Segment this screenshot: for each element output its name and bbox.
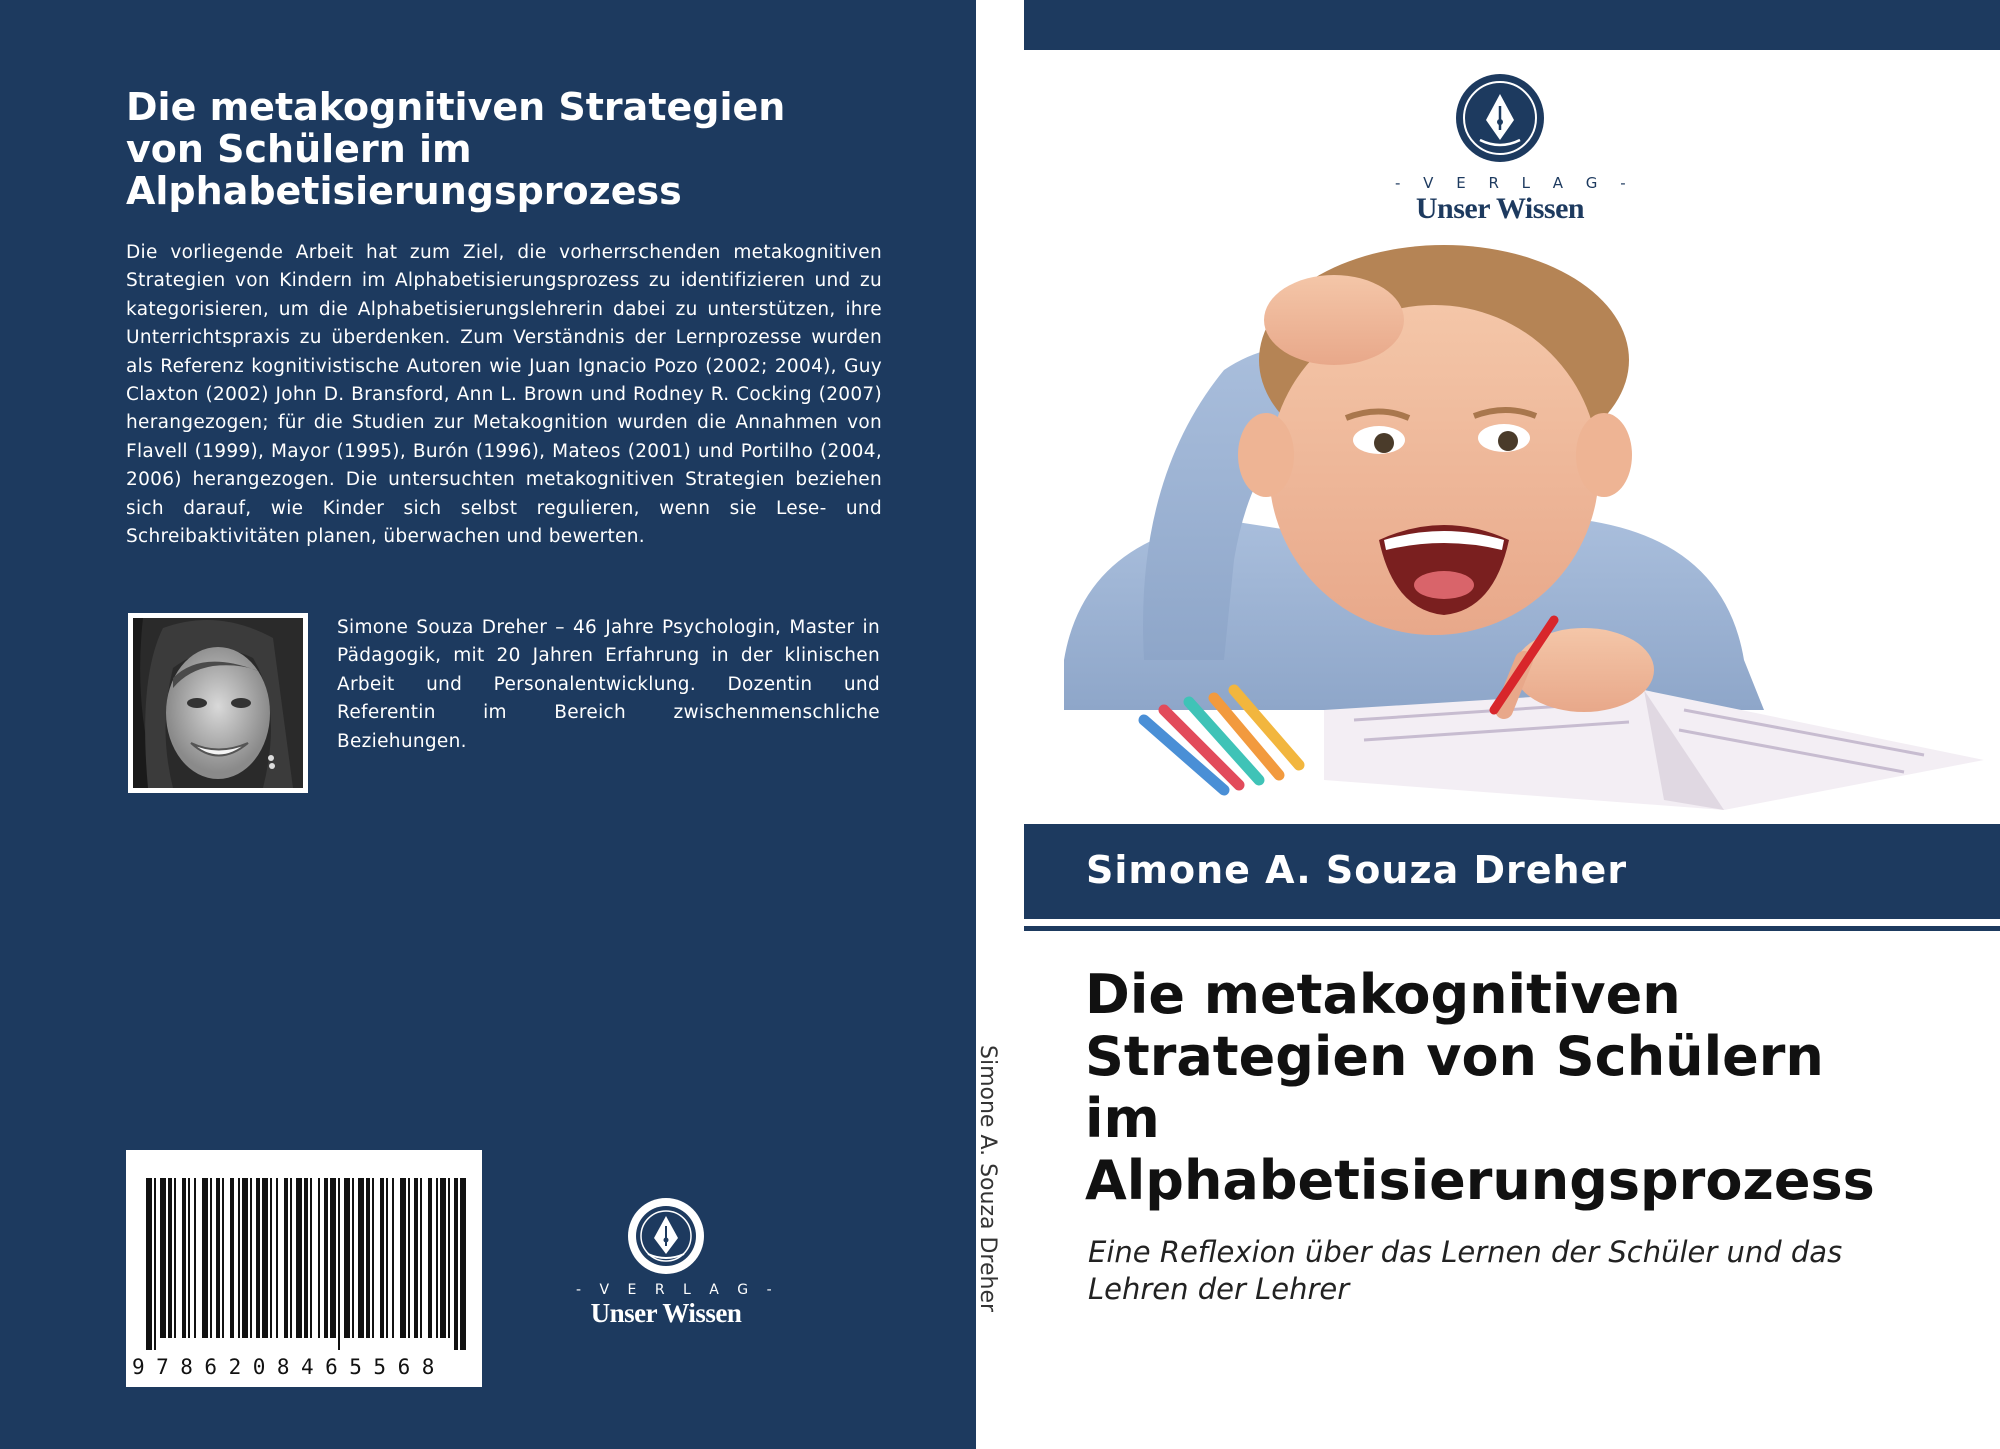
barcode-bar — [262, 1178, 268, 1338]
pen-nib-seal-icon — [626, 1196, 706, 1276]
barcode-bar — [174, 1178, 176, 1338]
barcode-bar — [216, 1178, 220, 1338]
barcode-bar — [386, 1178, 388, 1338]
barcode-bar — [146, 1178, 152, 1350]
front-author-name: Simone A. Souza Dreher — [1086, 848, 1628, 892]
barcode-bar — [160, 1178, 166, 1338]
barcode-bar — [296, 1178, 302, 1338]
barcode-bar — [256, 1178, 260, 1338]
barcode-bar — [284, 1178, 288, 1338]
front-subtitle: Eine Reflexion über das Lernen der Schüler und das Lehren der Lehrer — [1088, 1235, 1843, 1306]
author-bio: Simone Souza Dreher – 46 Jahre Psychologin, Master in Pädagogik, mit 20 Jahren Erfahrung in der klinischen Arbeit und Personalentwicklung. Dozentin und Referentin im Bereich zwischenmenschliche Beziehungen. — [337, 617, 880, 752]
back-title: Die metakognitiven Strategien von Schülern im Alphabetisierungsprozess — [126, 85, 786, 213]
barcode-bar — [230, 1178, 234, 1338]
barcode-bar — [182, 1178, 186, 1338]
barcode-bar — [276, 1178, 278, 1338]
pen-nib-seal-icon — [1454, 72, 1546, 164]
back-abstract: Die vorliegende Arbeit hat zum Ziel, die vorherrschenden metakognitiven Strategien von Kindern im Alphabetisierungsprozess zu identifizieren und zu kategorisieren, um die Alphabetisierungslehrerin dabei zu unterstützen, ihre Unterrichtspraxis zu überdenken. Zum Verständnis der Lernprozesse wurden als Referenz kognitivistische Autoren wie Juan Ignacio Pozo (2002; 2004), Guy Claxton (2002) John D. Bransford, Ann L. Brown und Rodney R. Cocking (2007) herangezogen; für die Studien zur Metakognition wurden die Annahmen von Flavell (1999), Mayor (1995), Burón (1996), Mateos (2001) und Portilho (2004, 2006) herangezogen. Die untersuchten metakognitiven Strategien beziehen sich darauf, wie Kinder sich selbst regulieren, wenn sie Lese- und Schreibaktivitäten planen, überwachen und bewerten. — [126, 242, 882, 548]
barcode-bar — [168, 1178, 172, 1338]
barcode-bars — [126, 1150, 482, 1350]
barcode-bar — [194, 1178, 196, 1338]
barcode-bar — [238, 1178, 240, 1338]
barcode-bar — [358, 1178, 364, 1338]
publisher-name: Unser Wissen — [590, 1298, 742, 1328]
front-publisher-logo — [1395, 72, 1635, 226]
barcode-bar — [330, 1178, 336, 1338]
barcode-bar — [202, 1178, 208, 1338]
front-title: Die metakognitiven Strategien von Schülern im Alphabetisierungsprozess — [1085, 963, 1875, 1212]
barcode-bar — [380, 1178, 384, 1338]
isbn-digits: 9786208465568 — [132, 1355, 446, 1379]
barcode-bar — [250, 1178, 252, 1338]
barcode-bar — [188, 1178, 190, 1338]
back-publisher-logo — [576, 1196, 779, 1329]
boy-reading-illustration — [1024, 240, 2000, 820]
barcode-bar — [352, 1178, 354, 1338]
verlag-label: - V E R L A G - — [1395, 174, 1635, 192]
author-portrait-image — [133, 618, 303, 788]
barcode-bar — [242, 1178, 248, 1338]
spine-author: Simone A. Souza Dreher — [975, 1045, 1000, 1313]
front-top-bar — [1024, 0, 2000, 50]
barcode-bar — [436, 1178, 438, 1338]
barcode-bar — [210, 1178, 212, 1338]
cover-photo-boy-reading — [1024, 240, 2000, 820]
barcode-bar — [414, 1178, 418, 1338]
barcode-bar — [310, 1178, 312, 1338]
divider-rule — [1024, 926, 2000, 931]
barcode-bar — [344, 1178, 350, 1338]
barcode-bar — [420, 1178, 422, 1338]
barcode-bar — [338, 1178, 340, 1350]
barcode-bar — [304, 1178, 308, 1338]
barcode-bar — [440, 1178, 446, 1338]
barcode-bar — [408, 1178, 410, 1338]
barcode-bar — [270, 1178, 272, 1338]
barcode-bar — [400, 1178, 406, 1338]
barcode-bar — [428, 1178, 432, 1338]
barcode-bar — [154, 1178, 156, 1350]
author-photo — [128, 613, 308, 793]
verlag-label: - V E R L A G - — [576, 1282, 779, 1298]
barcode-bar — [366, 1178, 370, 1338]
author-band — [1024, 824, 2000, 919]
isbn-barcode — [126, 1150, 482, 1387]
barcode-bar — [372, 1178, 374, 1338]
barcode-bar — [222, 1178, 224, 1338]
barcode-bar — [460, 1178, 466, 1350]
barcode-bar — [454, 1178, 458, 1350]
barcode-bar — [448, 1178, 450, 1338]
barcode-bar — [318, 1178, 320, 1338]
barcode-bar — [290, 1178, 292, 1338]
publisher-name: Unser Wissen — [1415, 192, 1585, 225]
barcode-bar — [392, 1178, 394, 1338]
back-cover — [0, 0, 976, 1449]
barcode-bar — [324, 1178, 328, 1338]
